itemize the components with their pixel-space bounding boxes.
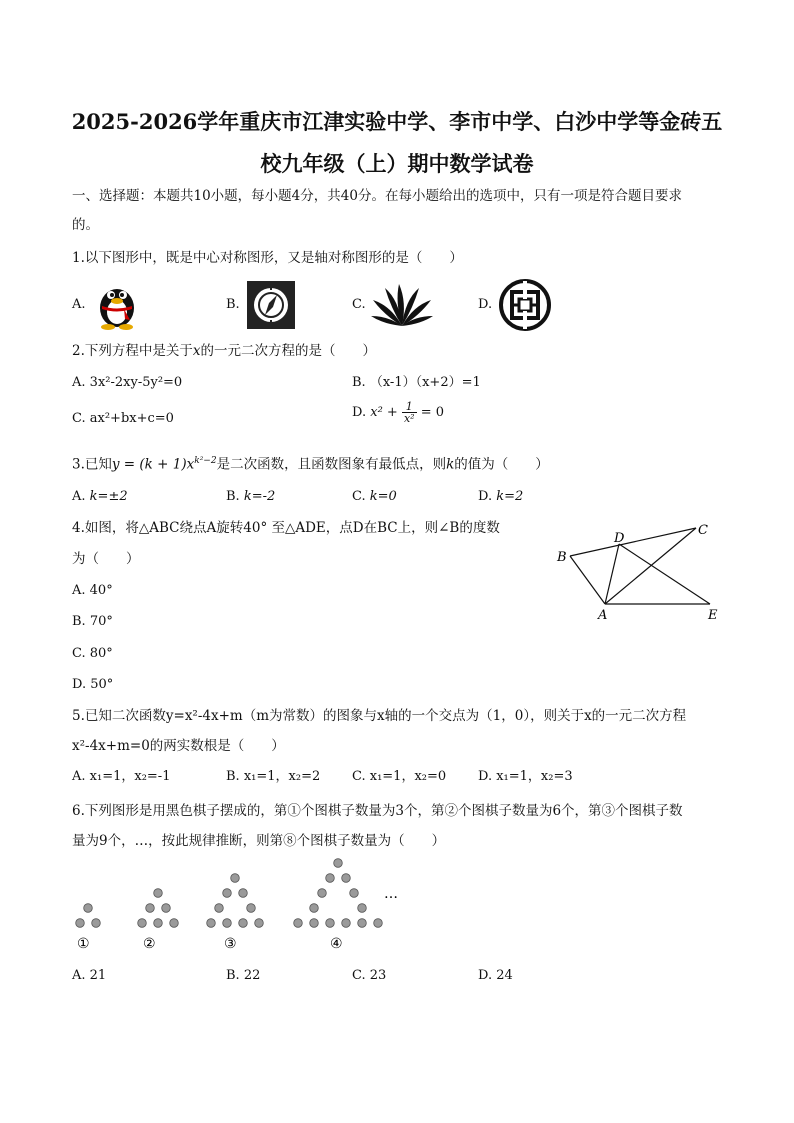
q6-fig3-dot [215, 904, 224, 913]
q6-option-c: C. 23 [352, 968, 387, 983]
q6-fig3-dot [255, 919, 264, 928]
petal-icon [369, 282, 435, 332]
q2-option-c: C. ax²+bx+c=0 [72, 411, 174, 426]
q6-fig2-dot [146, 904, 155, 913]
q6-label-1: ① [77, 936, 90, 952]
q6-fig2-dot [154, 889, 163, 898]
compass-icon [247, 281, 295, 333]
q2-option-a: A. 3x²-2xy-5y²=0 [72, 375, 183, 390]
q6-fig4-dot [350, 889, 359, 898]
q5-stem-line2: x²-4x+m=0的两实数根是（ ） [72, 738, 285, 754]
q6-pattern-figure [70, 858, 410, 962]
q6-fig4-dot [342, 874, 351, 883]
q6-fig4-dot [358, 904, 367, 913]
q6-fig4-dot [326, 874, 335, 883]
q4-triangle-figure [550, 518, 730, 630]
q6-fig4-dot [310, 919, 319, 928]
q4-label-b: B [557, 550, 567, 565]
q4-stem-line1: 4.如图，将△ABC绕点A旋转40° 至△ADE，点D在BC上，则∠B的度数 [72, 520, 500, 536]
q6-fig2-dot [138, 919, 147, 928]
q4-label-e: E [708, 608, 718, 623]
q6-option-d: D. 24 [478, 968, 513, 983]
q6-fig2-dot [154, 919, 163, 928]
q6-stem-line1: 6.下列图形是用黑色棋子摆成的，第①个图棋子数量为3个，第②个图棋子数量为6个，第③个图棋子数 [72, 803, 683, 819]
q4-option-d: D. 50° [72, 677, 114, 692]
q6-ellipsis: … [384, 886, 398, 902]
section-instructions-line2: 的。 [72, 217, 99, 233]
q6-fig3-dot [239, 889, 248, 898]
q3-option-c: C. k=0 [352, 489, 397, 504]
q1-option-b-label: B. [226, 297, 240, 312]
q1-option-d-label: D. [478, 297, 493, 312]
q2-stem: 2.下列方程中是关于x的一元二次方程的是（ ） [72, 343, 377, 359]
q6-fig4-dot [374, 919, 383, 928]
q1-option-c-label: C. [352, 297, 366, 312]
q6-fig3-dot [223, 889, 232, 898]
q3-option-b: B. k=-2 [226, 489, 276, 504]
bank-icon [497, 279, 553, 335]
q6-option-a: A. 21 [72, 968, 107, 983]
q6-fig4-dot [326, 919, 335, 928]
q6-fig1-dot [76, 919, 85, 928]
q5-option-b: B. x₁=1，x₂=2 [226, 769, 321, 784]
q6-fig4-dot [318, 889, 327, 898]
q2-option-b: B. （x-1）（x+2）=1 [352, 375, 481, 390]
q6-label-3: ③ [224, 936, 237, 952]
q3-stem: 3.已知$y = (k + 1)x^{k^2-2}$是二次函数，且函数图象有最低点，则k的值为（ ） [72, 456, 549, 473]
q6-fig2-dot [162, 904, 171, 913]
q6-fig3-dot [239, 919, 248, 928]
q3-option-a: A. k=±2 [72, 489, 128, 504]
q4-option-a: A. 40° [72, 583, 113, 598]
q4-label-d: D [614, 531, 625, 546]
q5-option-d: D. x₁=1，x₂=3 [478, 769, 573, 784]
q3-option-d: D. k=2 [478, 489, 524, 504]
q4-stem-line2: 为（ ） [72, 551, 140, 567]
q4-option-c: C. 80° [72, 646, 113, 661]
q5-option-c: C. x₁=1，x₂=0 [352, 769, 447, 784]
section-instructions-line1: 一、选择题：本题共10小题，每小题4分，共40分。在每小题给出的选项中，只有一项是符合题目要求 [72, 188, 682, 204]
page-title-line1: 2025-2026学年重庆市江津实验中学、李市中学、白沙中学等金砖五 [71, 109, 723, 134]
q6-fig4-dot [358, 919, 367, 928]
q5-stem-line1: 5.已知二次函数y=x²-4x+m（m为常数）的图象与x轴的一个交点为（1，0），则关于x的一元二次方程 [72, 708, 687, 724]
q6-fig4-dot [342, 919, 351, 928]
q6-fig3-dot [247, 904, 256, 913]
q5-option-a: A. x₁=1，x₂=-1 [72, 769, 171, 784]
q6-fig1-dot [84, 904, 93, 913]
q6-fig2-dot [170, 919, 179, 928]
page-title-line2: 校九年级（上）期中数学试卷 [260, 151, 534, 176]
q1-stem: 1.以下图形中，既是中心对称图形，又是轴对称图形的是（ ） [72, 250, 463, 266]
q6-label-2: ② [143, 936, 156, 952]
q2-option-d: D. x² + $\frac{1}{\text{x²}}$ = 0 [352, 400, 445, 425]
q4-label-c: C [698, 523, 708, 538]
q6-fig3-dot [207, 919, 216, 928]
q4-option-b: B. 70° [72, 614, 113, 629]
q6-fig1-dot [92, 919, 101, 928]
penguin-icon [92, 278, 142, 334]
q6-label-4: ④ [330, 936, 343, 952]
q2-d-fraction: $\frac{1}{\text{x²}}$ [403, 400, 415, 425]
q6-fig3-dot [223, 919, 232, 928]
q6-stem-line2: 量为9个，…，按此规律推断，则第⑧个图棋子数量为（ ） [72, 833, 446, 849]
q6-fig3-dot [231, 874, 240, 883]
q1-option-a-label: A. [72, 297, 86, 312]
q4-label-a: A [598, 608, 608, 623]
q6-option-b: B. 22 [226, 968, 261, 983]
q6-fig4-dot [294, 919, 303, 928]
q6-fig4-dot [310, 904, 319, 913]
q6-fig4-dot [334, 859, 343, 868]
